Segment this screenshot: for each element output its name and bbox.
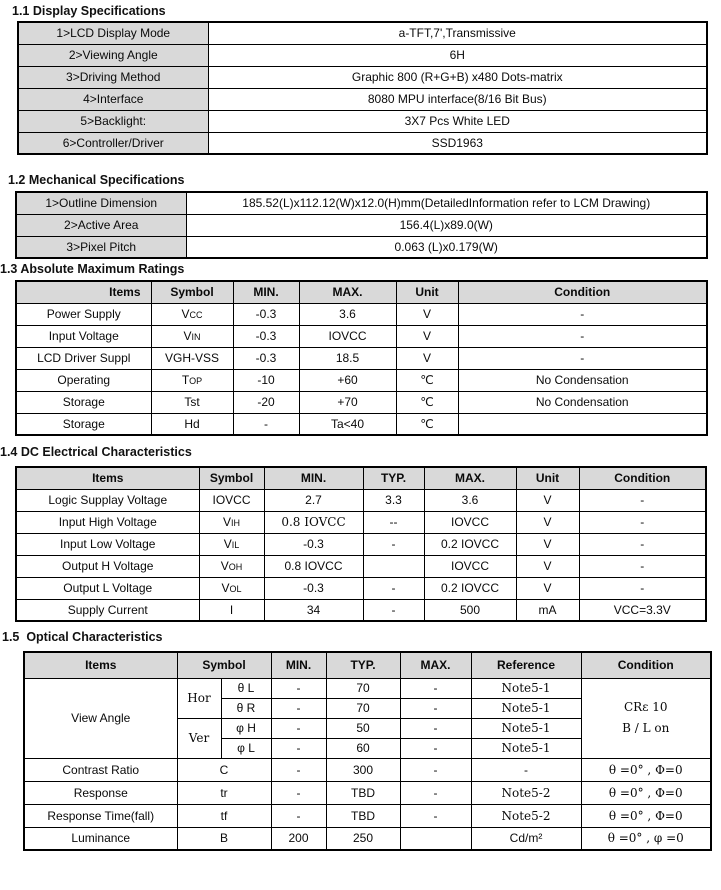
- unit-cell: V: [396, 303, 458, 325]
- min-cell: 2.7: [264, 489, 363, 511]
- min-cell: -20: [233, 391, 299, 413]
- table-row: [24, 758, 711, 781]
- item-cell: View Angle: [24, 678, 177, 758]
- symbol-subscript: OL: [229, 584, 242, 594]
- symbol-cell: [151, 391, 233, 413]
- table-row: [24, 678, 711, 698]
- header-cell: MIN.: [271, 652, 326, 678]
- ver-cell: Ver: [177, 718, 221, 758]
- spec-label-cell: 2>Viewing Angle: [18, 44, 208, 66]
- typ-cell: 70: [326, 678, 400, 698]
- condition-cell: θ =0° , Φ=0: [581, 781, 711, 804]
- spec-value-cell: 3X7 Pcs White LED: [208, 110, 707, 132]
- max-cell: [400, 827, 471, 850]
- symbol-cell: B: [177, 827, 271, 850]
- condition-cell: θ =0° , φ =0: [581, 827, 711, 850]
- table-row: [16, 347, 707, 369]
- spec-label-cell: 2>Active Area: [16, 214, 186, 236]
- unit-cell: V: [516, 555, 579, 577]
- item-cell: Input Voltage: [16, 325, 151, 347]
- hor-cell: Hor: [177, 678, 221, 718]
- symbol-cell: [151, 347, 233, 369]
- symbol-main: V: [223, 537, 232, 551]
- symbol-main: I: [229, 602, 234, 617]
- symbol-main: VGH-VSS: [164, 351, 219, 365]
- symbol-cell: [151, 325, 233, 347]
- symbol-cell: tr: [177, 781, 271, 804]
- condition-cell: -: [579, 577, 706, 599]
- typ-cell: 50: [326, 718, 400, 738]
- section-title-dc-electrical-characteristics: 1.4 DC Electrical Characteristics: [0, 445, 192, 459]
- item-cell: Response: [24, 781, 177, 804]
- item-cell: Supply Current: [16, 599, 199, 621]
- typ-cell: TBD: [326, 804, 400, 827]
- min-cell: -: [271, 718, 326, 738]
- spec-value-cell: 0.063 (L)x0.179(W): [186, 236, 707, 258]
- typ-cell: --: [363, 511, 424, 533]
- min-cell: 200: [271, 827, 326, 850]
- max-cell: -: [400, 781, 471, 804]
- spec-label-cell: 3>Pixel Pitch: [16, 236, 186, 258]
- condition-cell: -: [458, 325, 707, 347]
- symbol-cell: θ L: [221, 678, 271, 698]
- table-row: [16, 192, 707, 214]
- condition-cell: No Condensation: [458, 369, 707, 391]
- table-row: [16, 236, 707, 258]
- unit-cell: V: [516, 489, 579, 511]
- symbol-main: V: [181, 307, 190, 321]
- condition-cell: -: [579, 489, 706, 511]
- condition-cell: [581, 678, 711, 758]
- table-row: [16, 555, 706, 577]
- symbol-cell: [151, 303, 233, 325]
- spec-value-cell: 156.4(L)x89.0(W): [186, 214, 707, 236]
- absolute-maximum-ratings-table: [15, 280, 708, 436]
- spec-label-cell: 1>LCD Display Mode: [18, 22, 208, 44]
- item-cell: Output L Voltage: [16, 577, 199, 599]
- header-cell: TYP.: [363, 467, 424, 489]
- max-cell: +60: [299, 369, 396, 391]
- optical-characteristics-table: [23, 651, 712, 851]
- typ-cell: TBD: [326, 781, 400, 804]
- symbol-main: V: [183, 329, 192, 343]
- spec-value-cell: 6H: [208, 44, 707, 66]
- section-title-display-specifications: 1.1 Display Specifications: [12, 4, 166, 18]
- item-cell: Storage: [16, 391, 151, 413]
- header-cell: Symbol: [151, 281, 233, 303]
- item-cell: Luminance: [24, 827, 177, 850]
- typ-cell: 60: [326, 738, 400, 758]
- min-cell: -0.3: [264, 577, 363, 599]
- condition-cell: No Condensation: [458, 391, 707, 413]
- table-row: [16, 489, 706, 511]
- symbol-cell: φ H: [221, 718, 271, 738]
- min-cell: -0.3: [233, 303, 299, 325]
- header-cell: TYP.: [326, 652, 400, 678]
- header-cell: MIN.: [264, 467, 363, 489]
- item-cell: Input High Voltage: [16, 511, 199, 533]
- table-row: [24, 827, 711, 850]
- symbol-cell: [151, 369, 233, 391]
- table-row: [16, 303, 707, 325]
- spec-value-cell: 8080 MPU interface(8/16 Bit Bus): [208, 88, 707, 110]
- symbol-main: Tst: [184, 395, 200, 409]
- display-specifications-table: [17, 21, 708, 155]
- max-cell: Ta<40: [299, 413, 396, 435]
- table-row: [16, 214, 707, 236]
- symbol-subscript: IL: [231, 540, 240, 550]
- symbol-main: V: [222, 515, 231, 529]
- table-row: [18, 88, 707, 110]
- max-cell: IOVCC: [299, 325, 396, 347]
- max-cell: -: [400, 804, 471, 827]
- symbol-subscript: OH: [228, 562, 243, 572]
- min-cell: -: [271, 678, 326, 698]
- symbol-cell: C: [177, 758, 271, 781]
- condition-cell: -: [579, 533, 706, 555]
- reference-cell: Note5-1: [471, 738, 581, 758]
- table-row: [18, 110, 707, 132]
- reference-cell: Note5-1: [471, 718, 581, 738]
- max-cell: -: [400, 718, 471, 738]
- symbol-cell: [199, 577, 264, 599]
- condition-line: CRε 10: [623, 700, 668, 714]
- item-cell: LCD Driver Suppl: [16, 347, 151, 369]
- max-cell: -: [400, 758, 471, 781]
- min-cell: -0.3: [233, 325, 299, 347]
- spec-value-cell: SSD1963: [208, 132, 707, 154]
- table-row: [16, 325, 707, 347]
- symbol-cell: [199, 599, 264, 621]
- spec-label-cell: 5>Backlight:: [18, 110, 208, 132]
- item-cell: Power Supply: [16, 303, 151, 325]
- max-cell: 500: [424, 599, 516, 621]
- typ-cell: -: [363, 533, 424, 555]
- typ-cell: -: [363, 577, 424, 599]
- symbol-main: Hd: [184, 416, 200, 431]
- max-cell: IOVCC: [424, 555, 516, 577]
- symbol-subscript: IN: [191, 332, 201, 342]
- item-cell: Storage: [16, 413, 151, 435]
- condition-cell: -: [579, 555, 706, 577]
- table-row: [24, 804, 711, 827]
- spec-value-cell: a-TFT,7',Transmissive: [208, 22, 707, 44]
- symbol-cell: [151, 413, 233, 435]
- min-cell: -0.3: [233, 347, 299, 369]
- min-cell: 0.8 IOVCC: [264, 555, 363, 577]
- unit-cell: ℃: [396, 391, 458, 413]
- unit-cell: V: [516, 511, 579, 533]
- condition-cell: -: [458, 347, 707, 369]
- min-cell: -: [271, 738, 326, 758]
- condition-cell: θ =0° , Φ=0: [581, 758, 711, 781]
- table-row: [16, 533, 706, 555]
- header-cell: Unit: [396, 281, 458, 303]
- table-row: [16, 511, 706, 533]
- reference-cell: Note5-2: [471, 781, 581, 804]
- table-header-row: [16, 467, 706, 489]
- unit-cell: V: [396, 325, 458, 347]
- max-cell: 3.6: [424, 489, 516, 511]
- table-header-row: [24, 652, 711, 678]
- max-cell: +70: [299, 391, 396, 413]
- min-cell: -0.3: [264, 533, 363, 555]
- dc-electrical-characteristics-table: [15, 466, 707, 622]
- condition-cell: -: [458, 303, 707, 325]
- header-cell: Items: [16, 281, 151, 303]
- symbol-subscript: IH: [231, 518, 240, 528]
- typ-cell: 3.3: [363, 489, 424, 511]
- max-cell: -: [400, 678, 471, 698]
- section-title-optical-characteristics: 1.5 Optical Characteristics: [2, 630, 163, 644]
- header-cell: Items: [24, 652, 177, 678]
- min-cell: -: [271, 758, 326, 781]
- min-cell: -: [271, 698, 326, 718]
- reference-cell: Note5-1: [471, 698, 581, 718]
- unit-cell: ℃: [396, 369, 458, 391]
- header-cell: Condition: [579, 467, 706, 489]
- symbol-cell: [199, 555, 264, 577]
- reference-cell: -: [471, 758, 581, 781]
- table-row: [16, 391, 707, 413]
- min-cell: 0.8 IOVCC: [264, 511, 363, 533]
- mechanical-specifications-table: [15, 191, 708, 259]
- symbol-cell: [199, 511, 264, 533]
- symbol-cell: [199, 489, 264, 511]
- table-row: [16, 599, 706, 621]
- symbol-cell: [199, 533, 264, 555]
- section-title-absolute-maximum-ratings: 1.3 Absolute Maximum Ratings: [0, 262, 185, 276]
- header-cell: MAX.: [400, 652, 471, 678]
- item-cell: Response Time(fall): [24, 804, 177, 827]
- max-cell: -: [400, 738, 471, 758]
- symbol-cell: θ R: [221, 698, 271, 718]
- symbol-main: T: [181, 373, 190, 387]
- min-cell: 34: [264, 599, 363, 621]
- typ-cell: -: [363, 599, 424, 621]
- reference-cell: Note5-1: [471, 678, 581, 698]
- min-cell: -: [271, 804, 326, 827]
- header-cell: Symbol: [199, 467, 264, 489]
- max-cell: 18.5: [299, 347, 396, 369]
- table-row: [16, 369, 707, 391]
- condition-cell: -: [579, 511, 706, 533]
- condition-cell: VCC=3.3V: [579, 599, 706, 621]
- condition-cell: [458, 413, 707, 435]
- typ-cell: 300: [326, 758, 400, 781]
- unit-cell: mA: [516, 599, 579, 621]
- reference-cell: Cd/m²: [471, 827, 581, 850]
- item-cell: Contrast Ratio: [24, 758, 177, 781]
- header-cell: Symbol: [177, 652, 271, 678]
- table-row: [16, 577, 706, 599]
- symbol-subscript: OP: [189, 376, 203, 386]
- symbol-main: V: [220, 559, 229, 573]
- unit-cell: ℃: [396, 413, 458, 435]
- spec-label-cell: 4>Interface: [18, 88, 208, 110]
- unit-cell: V: [516, 533, 579, 555]
- typ-cell: [363, 555, 424, 577]
- item-cell: Input Low Voltage: [16, 533, 199, 555]
- header-cell: MAX.: [299, 281, 396, 303]
- unit-cell: V: [516, 577, 579, 599]
- unit-cell: V: [396, 347, 458, 369]
- table-row: [18, 44, 707, 66]
- symbol-subscript: CC: [189, 310, 203, 320]
- spec-label-cell: 3>Driving Method: [18, 66, 208, 88]
- item-cell: Operating: [16, 369, 151, 391]
- min-cell: -10: [233, 369, 299, 391]
- header-cell: Condition: [581, 652, 711, 678]
- table-header-row: [16, 281, 707, 303]
- max-cell: 3.6: [299, 303, 396, 325]
- typ-cell: 250: [326, 827, 400, 850]
- max-cell: IOVCC: [424, 511, 516, 533]
- condition-line: B / L on: [622, 721, 670, 735]
- spec-label-cell: 6>Controller/Driver: [18, 132, 208, 154]
- table-row: [16, 413, 707, 435]
- reference-cell: Note5-2: [471, 804, 581, 827]
- table-row: [18, 66, 707, 88]
- header-cell: Items: [16, 467, 199, 489]
- typ-cell: 70: [326, 698, 400, 718]
- max-cell: 0.2 IOVCC: [424, 533, 516, 555]
- min-cell: -: [271, 781, 326, 804]
- table-row: [18, 22, 707, 44]
- symbol-cell: tf: [177, 804, 271, 827]
- symbol-main: V: [221, 581, 230, 595]
- spec-label-cell: 1>Outline Dimension: [16, 192, 186, 214]
- header-cell: Unit: [516, 467, 579, 489]
- table-row: [18, 132, 707, 154]
- min-cell: -: [233, 413, 299, 435]
- symbol-cell: φ L: [221, 738, 271, 758]
- item-cell: Output H Voltage: [16, 555, 199, 577]
- max-cell: 0.2 IOVCC: [424, 577, 516, 599]
- condition-cell: θ =0° , Φ=0: [581, 804, 711, 827]
- item-cell: Logic Supplay Voltage: [16, 489, 199, 511]
- symbol-main: IOVCC: [212, 493, 251, 507]
- header-cell: MIN.: [233, 281, 299, 303]
- spec-value-cell: Graphic 800 (R+G+B) x480 Dots-matrix: [208, 66, 707, 88]
- max-cell: -: [400, 698, 471, 718]
- section-title-mechanical-specifications: 1.2 Mechanical Specifications: [8, 173, 185, 187]
- header-cell: Reference: [471, 652, 581, 678]
- header-cell: MAX.: [424, 467, 516, 489]
- spec-value-cell: 185.52(L)x112.12(W)x12.0(H)mm(DetailedInformation refer to LCM Drawing): [186, 192, 707, 214]
- table-row: [24, 781, 711, 804]
- header-cell: Condition: [458, 281, 707, 303]
